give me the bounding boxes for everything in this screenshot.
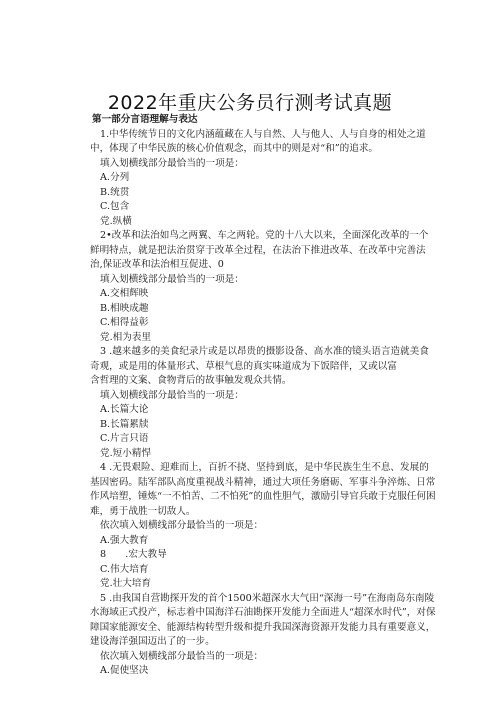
question-3-option-b: B.长篇累牍 [100,418,149,430]
question-3-text: 3 .越来越多的美食纪录片或是以昂贵的摄影设备、高水准的镜头语言造就美食奇观，或是用的体量形式、草根气息的真实味道成为下饭陪伴，又或以富 [90,346,429,372]
question-2-option-b: B.相映成趣 [100,302,149,314]
question-2-prompt: 填入划横线部分最恰当的一项是： [100,273,244,285]
page-title: 2022年重庆公务员行测考试真题 [107,92,393,114]
question-4-option-a: A.强大教育 [100,534,149,546]
question-4-prompt: 依次填入划横线部分最恰当的一项是： [100,520,264,531]
question-4-option-c: C.伟大培育 [100,563,149,575]
question-1-text: 1.中华传统节日的文化内涵蕴藏在人与自然、人与他人、人与自身的相处之道中，体现了中华民族的核心价值观念，而其中的则是对“和”的追求。 [90,128,426,154]
question-5-prompt: 依次填入划横线部分最恰当的一项是： [100,650,264,662]
question-5-text: 5 .由我国自营勘探开发的首个1500米超深水大气田“深海一号”在海南岛东南陵水海域正式投产，标志着中国海洋石油勘探开发能力全面进人“超深水时代”，对保障国家能源安全、能源结构转型升级和提升我国深海资源开发能力具有重要意义，建设海洋强国迈出了的一步。 [90,592,436,647]
question-3-prompt: 填入划横线部分最恰当的一项是： [100,389,244,401]
question-2-option-d: 党.相为表里 [100,331,152,343]
question-2-text: 2•改革和法治如鸟之两翼、车之两轮。党的十八大以来，全面深化改革的一个鲜明特点，就是把法治贯穿于改革全过程，在法治下推进改革、在改革中完善法治,保证改革和法治相互促进、0 [90,230,429,270]
question-1-option-d: 党.纵横 [100,215,132,227]
question-1-option-b: B.统贯 [100,186,130,198]
section-heading: 第一部分言语理解与表达 [92,114,198,125]
question-2-option-a: A.交相辉映 [100,288,149,299]
document-body [90,113,436,679]
question-2-option-c: C.相得益彰 [100,317,149,328]
question-3-option-d: 党.短小精悍 [100,447,152,459]
question-4-option-b: 8 .宏大教导 [100,549,167,560]
question-3-continuation: 含哲理的文案、食物背后的故事触发观众共情。 [90,375,292,386]
question-3-option-a: A.长篇大论 [100,404,149,415]
question-4-option-d: 党.壮大培育 [100,578,152,589]
question-5-option-a: A.促使坚决 [100,665,149,676]
question-4-text: 4 .无畏艰险、迎难而上，百折不挠、坚持到底，是中华民族生生不息、发展的基因密码。陆军部队高度重视战斗精神，通过大项任务磨砺、军事斗争淬炼、日常作风培塑，锤炼“一不怕苦、二不怕死”的血性胆气，激励引导官兵敢于克服任何困难，勇于战胜一切敌人。 [90,462,436,517]
question-1-option-c: C.包含 [100,201,130,212]
question-1-option-a: A.分列 [100,172,130,183]
question-1-prompt: 填入划横线部分最恰当的一项是： [100,157,244,169]
question-3-option-c: C.片言只语 [100,433,149,444]
